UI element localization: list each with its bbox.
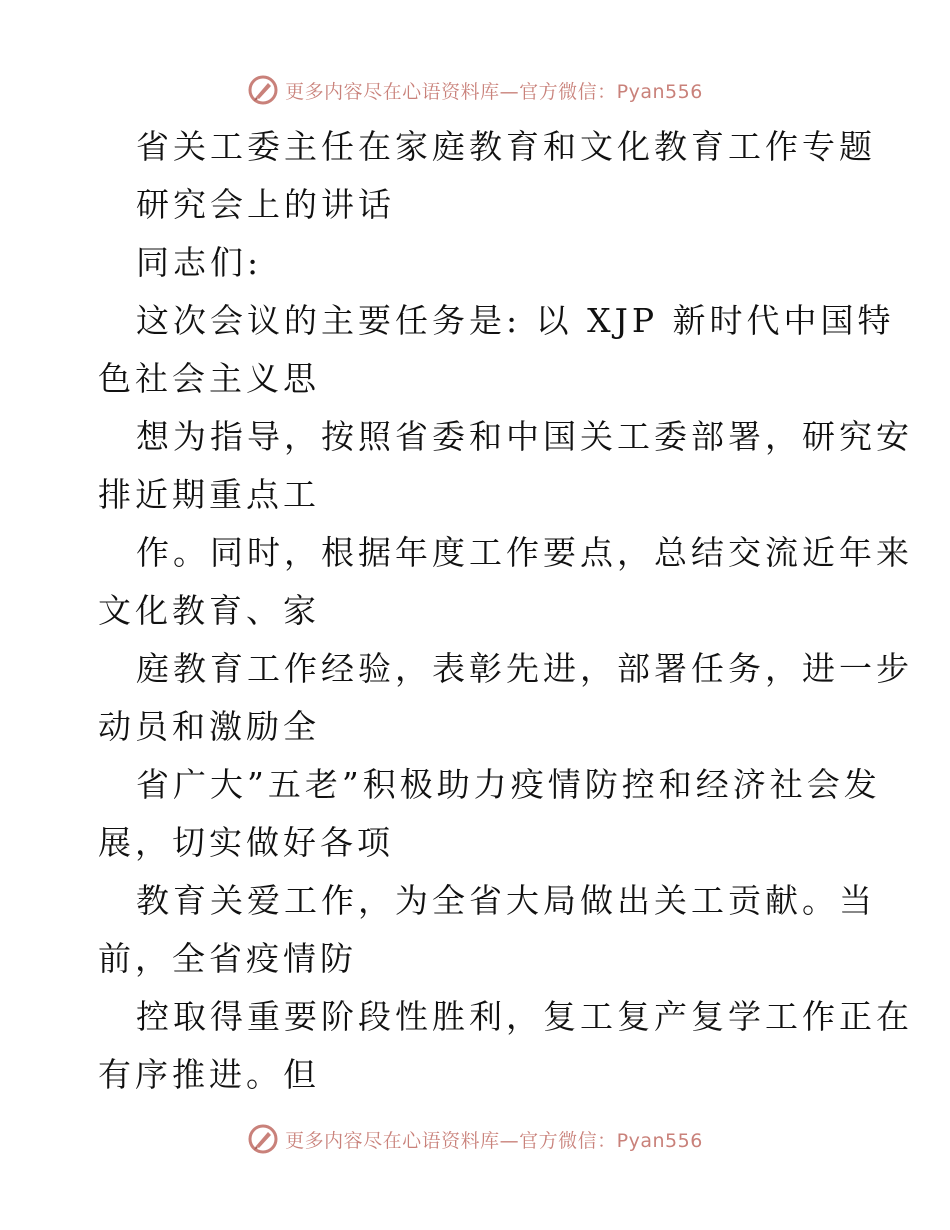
text-line: 省广大”五老”积极助力疫情防控和经济社会发 (136, 765, 881, 804)
text-line: 庭教育工作经验，表彰先进，部署任务，进一步 (136, 649, 913, 688)
text-line: 同志们: (136, 243, 263, 282)
text-line: 展，切实做好各项 (98, 823, 394, 862)
pen-logo-icon (247, 1123, 279, 1155)
text-line: 控取得重要阶段性胜利，复工复产复学工作正在 (136, 997, 913, 1036)
header-watermark (0, 70, 950, 110)
text-line: 排近期重点工 (98, 475, 320, 514)
text-line: 作。同时，根据年度工作要点，总结交流近年来 (136, 533, 913, 572)
pen-logo-icon (247, 74, 279, 106)
document-body (98, 118, 913, 1104)
text-line: 色社会主义思 (98, 359, 320, 398)
text-line: 省关工委主任在家庭教育和文化教育工作专题 (136, 127, 876, 166)
text-line: 研究会上的讲话 (136, 185, 395, 224)
watermark-text: 更多内容尽在心语资料库—官方微信：Pyan556 (285, 80, 703, 103)
text-line: 想为指导，按照省委和中国关工委部署，研究安 (136, 417, 913, 456)
text-line: 文化教育、家 (98, 591, 320, 630)
text-line: 前，全省疫情防 (98, 939, 357, 978)
text-line: 有序推进。但 (98, 1055, 320, 1094)
text-line: 动员和激励全 (98, 707, 320, 746)
text-line: 这次会议的主要任务是: 以 XJP 新时代中国特 (136, 301, 895, 340)
footer-watermark (0, 1119, 950, 1159)
watermark-text: 更多内容尽在心语资料库—官方微信：Pyan556 (285, 1129, 703, 1152)
text-line: 教育关爱工作，为全省大局做出关工贡献。当 (136, 881, 876, 920)
